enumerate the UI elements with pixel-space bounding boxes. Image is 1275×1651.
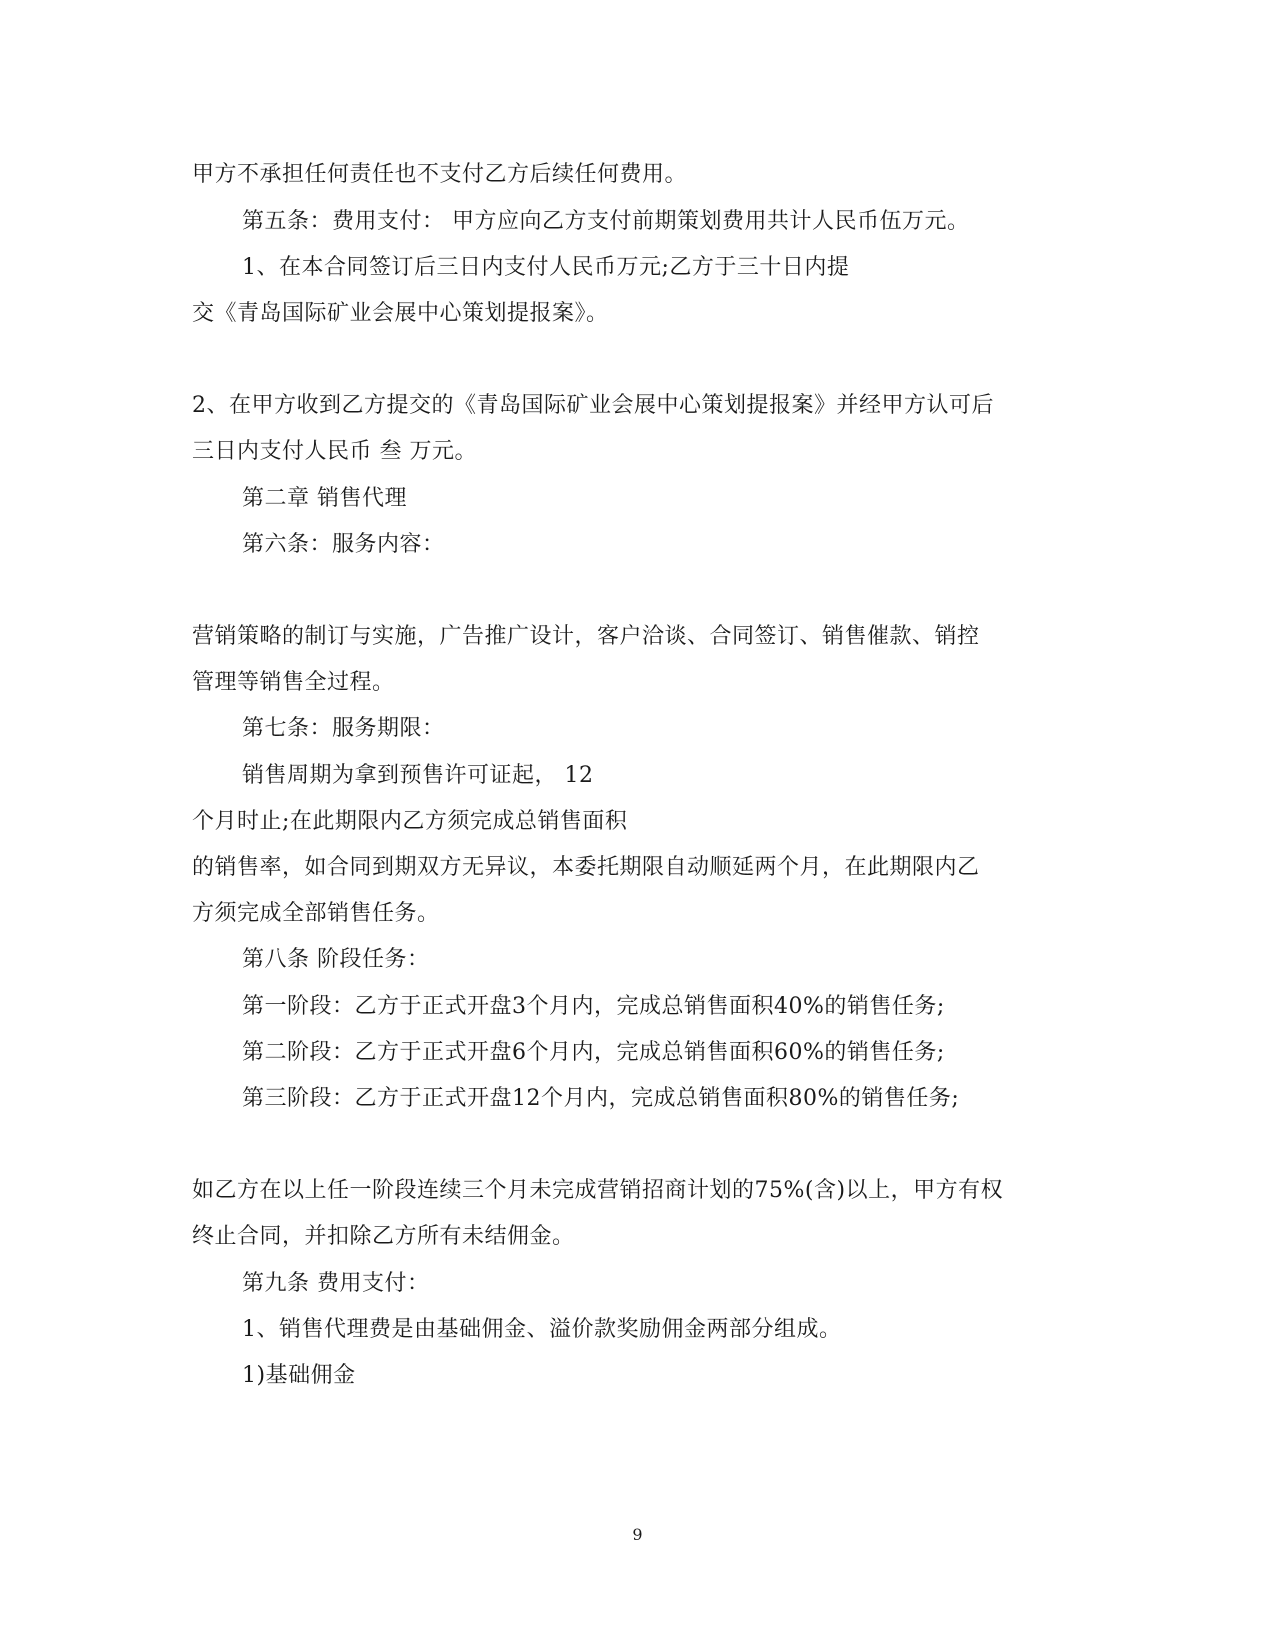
paragraph-line: 甲方不承担任何责任也不支付乙方后续任何费用。 bbox=[192, 162, 688, 187]
agency-fee-item-1: 1、销售代理费是由基础佣金、溢价款奖励佣金两部分组成。 bbox=[242, 1317, 842, 1342]
paragraph-line: 三日内支付人民币 叁 万元。 bbox=[192, 439, 477, 464]
chapter-two-heading: 第二章 销售代理 bbox=[242, 486, 407, 511]
paragraph-line: 管理等销售全过程。 bbox=[192, 670, 395, 695]
payment-item-1: 1、在本合同签订后三日内支付人民币万元;乙方于三十日内提 bbox=[242, 255, 850, 280]
clause-eight-heading: 第八条 阶段任务： bbox=[242, 947, 430, 972]
stage-three-task: 第三阶段：乙方于正式开盘12个月内，完成总销售面积80%的销售任务; bbox=[242, 1086, 960, 1111]
clause-seven-heading: 第七条：服务期限： bbox=[242, 716, 445, 741]
paragraph-line: 终止合同，并扣除乙方所有未结佣金。 bbox=[192, 1224, 575, 1249]
service-period-text: 销售周期为拿到预售许可证起， 12 bbox=[242, 763, 594, 788]
clause-six-heading: 第六条：服务内容： bbox=[242, 532, 445, 557]
clause-nine-heading: 第九条 费用支付： bbox=[242, 1271, 430, 1296]
paragraph-line: 方须完成全部销售任务。 bbox=[192, 901, 440, 926]
page-number: 9 bbox=[632, 1525, 643, 1544]
service-content-text: 营销策略的制订与实施，广告推广设计，客户洽谈、合同签订、销售催款、销控 bbox=[192, 624, 980, 649]
payment-item-2: 2、在甲方收到乙方提交的《青岛国际矿业会展中心策划提报案》并经甲方认可后 bbox=[192, 393, 994, 418]
paragraph-line: 交《青岛国际矿业会展中心策划提报案》。 bbox=[192, 301, 609, 326]
base-commission-item: 1)基础佣金 bbox=[242, 1363, 356, 1388]
stage-one-task: 第一阶段：乙方于正式开盘3个月内，完成总销售面积40%的销售任务; bbox=[242, 994, 945, 1019]
paragraph-line: 的销售率，如合同到期双方无异议，本委托期限自动顺延两个月，在此期限内乙 bbox=[192, 855, 980, 880]
stage-two-task: 第二阶段：乙方于正式开盘6个月内，完成总销售面积60%的销售任务; bbox=[242, 1040, 945, 1065]
clause-five-heading: 第五条：费用支付： 甲方应向乙方支付前期策划费用共计人民币伍万元。 bbox=[242, 209, 970, 234]
termination-condition-text: 如乙方在以上任一阶段连续三个月未完成营销招商计划的75%(含)以上，甲方有权 bbox=[192, 1178, 1004, 1203]
paragraph-line: 个月时止;在此期限内乙方须完成总销售面积 bbox=[192, 809, 628, 834]
